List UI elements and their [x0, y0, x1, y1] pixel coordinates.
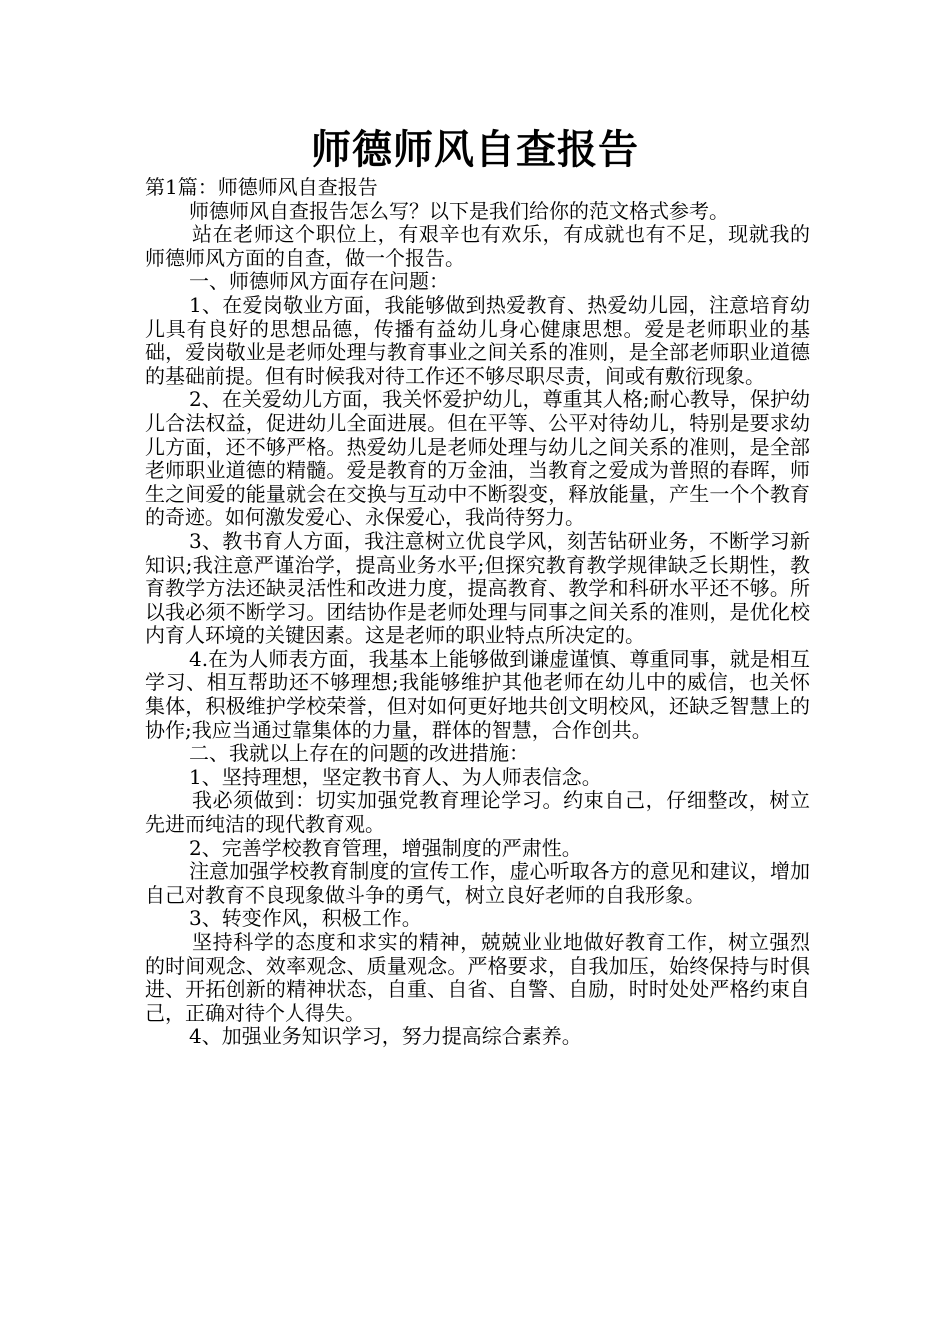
problem-paragraph-4: 4.在为人师表方面，我基本上能够做到谦虚谨慎、尊重同事，就是相互学习、相互帮助还不够理想;我能够维护其他老师在幼儿中的威信，也关怀集体，积极维护学校荣誉，但对如何更好地共创文明校风，还缺乏智慧上的协作;我应当通过靠集体的力量，群体的智慧，合作创共。: [145, 646, 810, 742]
document-title: 师德师风自查报告: [311, 127, 639, 173]
section-heading-problems: 一、师德师风方面存在问题：: [189, 269, 449, 294]
problem-paragraph-1: 1、在爱岗敬业方面，我能够做到热爱教育、热爱幼儿园，注意培育幼儿具有良好的思想品德，传播有益幼儿身心健康思想。爱是老师职业的基础，爱岗敬业是老师处理与教育事业之间关系的准则，是全部老师职业道德的基础前提。但有时候我对待工作还不够尽职尽责，间或有敷衍现象。: [145, 292, 810, 388]
improvement-heading-1: 1、坚持理想，坚定教书育人、为人师表信念。: [189, 764, 602, 789]
improvement-heading-4: 4、加强业务知识学习，努力提高综合素养。: [189, 1024, 582, 1049]
intro-paragraph: 师德师风自查报告怎么写？以下是我们给你的范文格式参考。: [189, 198, 729, 223]
problem-paragraph-2: 2、在关爱幼儿方面，我关怀爱护幼儿，尊重其人格;耐心教导，保护幼儿合法权益，促进幼儿全面进展。但在平等、公平对待幼儿，特别是要求幼儿方面，还不够严格。热爱幼儿是老师处理与幼儿之间关系的准则，是全部老师职业道德的精髓。爱是教育的万金油，当教育之爱成为普照的春晖，师生之间爱的能量就会在交换与互动中不断裂变，释放能量，产生一个个教育的奇迹。如何激发爱心、永保爱心，我尚待努力。: [145, 387, 810, 530]
improvement-paragraph-3: 坚持科学的态度和求实的精神，兢兢业业地做好教育工作，树立强烈的时间观念、效率观念、质量观念。严格要求，自我加压，始终保持与时俱进、开拓创新的精神状态，自重、自省、自警、自励，时时处处严格约束自己，正确对待个人得失。: [145, 930, 810, 1025]
section-heading-improvements: 二、我就以上存在的问题的改进措施：: [189, 741, 529, 766]
document-body: [145, 176, 810, 1049]
improvement-heading-2: 2、完善学校教育管理，增强制度的严肃性。: [189, 835, 582, 860]
document-subtitle: 第1篇：师德师风自查报告: [145, 175, 378, 199]
improvement-paragraph-2: 注意加强学校教育制度的宣传工作，虚心听取各方的意见和建议，增加自己对教育不良现象做斗争的勇气，树立良好老师的自我形象。: [145, 859, 810, 907]
problem-paragraph-3: 3、教书育人方面，我注意树立优良学风，刻苦钻研业务，不断学习新知识;我注意严谨治学，提高业务水平;但探究教育教学规律缺乏长期性，教育教学方法还缺灵活性和改进力度，提高教育、教学和科研水平还不够。所以我必须不断学习。团结协作是老师处理与同事之间关系的准则，是优化校内育人环境的关键因素。这是老师的职业特点所决定的。: [145, 528, 810, 648]
improvement-paragraph-1: 我必须做到：切实加强党教育理论学习。约束自己，仔细整改，树立先进而纯洁的现代教育观。: [145, 788, 810, 837]
improvement-heading-3: 3、转变作风，积极工作。: [189, 906, 422, 931]
opening-paragraph: 站在老师这个职位上，有艰辛也有欢乐，有成就也有不足，现就我的师德师风方面的自查，做一个报告。: [145, 222, 810, 270]
